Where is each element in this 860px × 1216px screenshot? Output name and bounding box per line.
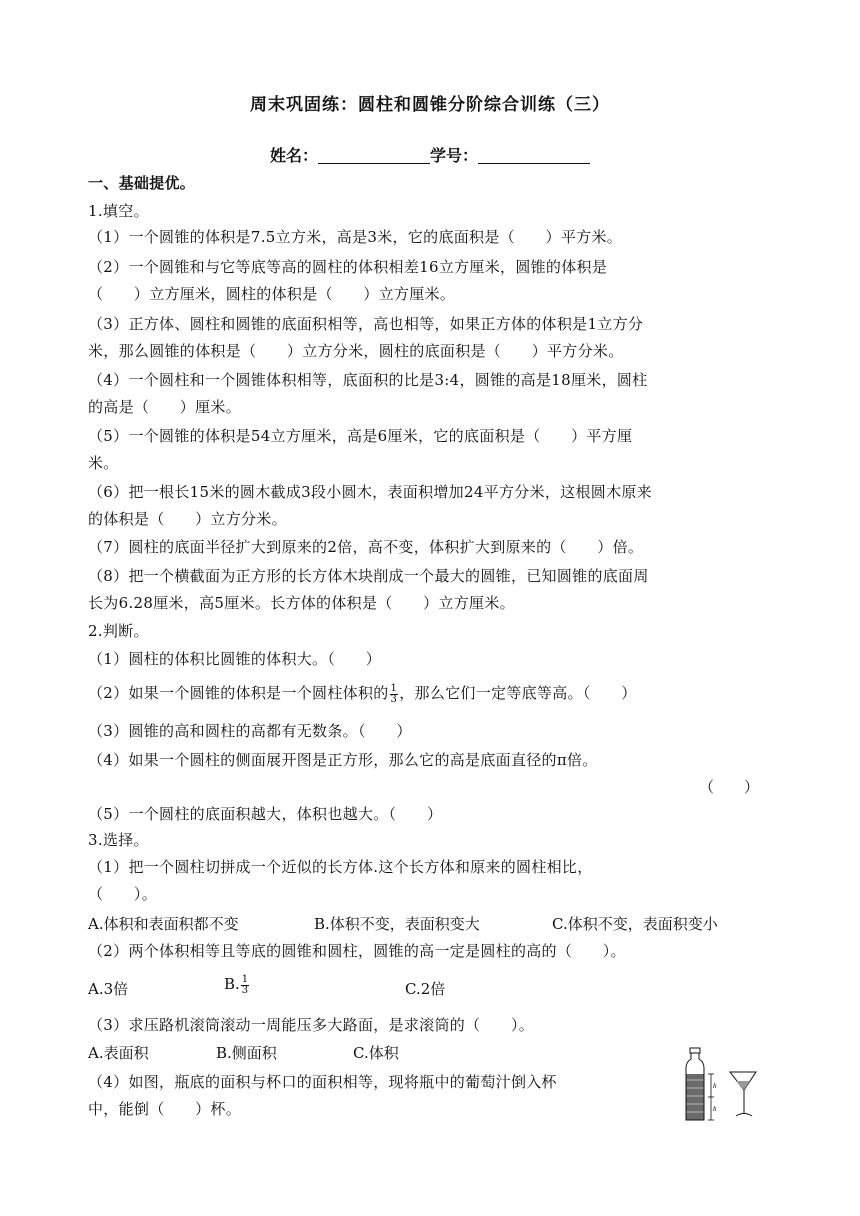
choice-1-option-c[interactable]: C.体积不变，表面积变小 (552, 915, 718, 933)
dimension-marker (708, 1074, 717, 1120)
name-label: 姓名： (269, 146, 318, 165)
fill-2b: （ ）立方厘米，圆柱的体积是（ ）立方厘米。 (88, 285, 456, 303)
judge-1: （1）圆柱的体积比圆锥的体积大。（ ） (88, 650, 382, 668)
name-blank[interactable] (318, 147, 430, 164)
choice-1-option-a[interactable]: A.体积和表面积都不变 (88, 915, 239, 933)
choice-2-option-a[interactable]: A.3倍 (88, 980, 129, 998)
choice-1-option-b[interactable]: B.体积不变，表面积变大 (314, 915, 480, 933)
fill-3b: 米，那么圆锥的体积是（ ）立方分米，圆柱的底面积是（ ）平方分米。 (88, 342, 624, 360)
fraction (390, 684, 399, 705)
choice-2-option-c[interactable]: C.2倍 (405, 980, 446, 998)
section-heading: 一、基础提优。 (88, 174, 196, 192)
judge-4: （4）如果一个圆柱的侧面展开图是正方形，那么它的高是底面直径的π倍。 (88, 751, 598, 769)
bottle-icon (686, 1048, 704, 1120)
fill-3a: （3）正方体、圆柱和圆锥的底面积相等，高也相等，如果正方体的体积是1立方分 (88, 315, 644, 333)
question-2-heading: 2.判断。 (88, 622, 149, 640)
judge-3: （3）圆锥的高和圆柱的高都有无数条。（ ） (88, 722, 412, 740)
number-blank[interactable] (478, 147, 590, 164)
question-3-heading: 3.选择。 (88, 831, 149, 849)
page-title: 周末巩固练：圆柱和圆锥分阶综合训练（三） (250, 95, 610, 115)
fill-8b: 长为6.28厘米，高5厘米。长方体的体积是（ ）立方厘米。 (88, 594, 515, 612)
fill-2a: （2）一个圆锥和与它等底等高的圆柱的体积相差16立方厘米，圆锥的体积是 (88, 258, 608, 276)
fraction-numerator: 1 (241, 973, 249, 985)
choice-3-option-a[interactable]: A.表面积 (88, 1044, 149, 1062)
name-number-row (0, 143, 860, 166)
fill-1: （1）一个圆锥的体积是7.5立方米，高是3米，它的底面积是（ ）平方米。 (88, 228, 623, 246)
bottle-and-glass-figure (684, 1046, 764, 1124)
judge-2-text-b: ，那么它们一定等底等高。（ ） (399, 684, 637, 702)
fill-4a: （4）一个圆柱和一个圆锥体积相等，底面积的比是3:4，圆锥的高是18厘米，圆柱 (88, 371, 648, 389)
choice-4-line2: 中，能倒（ ）杯。 (88, 1100, 242, 1118)
judge-5: （5）一个圆柱的底面积越大，体积也越大。（ ） (88, 805, 443, 823)
fill-7: （7）圆柱的底面半径扩大到原来的2倍，高不变，体积扩大到原来的（ ）倍。 (88, 538, 644, 556)
choice-4-line1: （4）如图，瓶底的面积与杯口的面积相等，现将瓶中的葡萄汁倒入杯 (88, 1073, 557, 1091)
fraction-denominator: 3 (390, 693, 398, 705)
number-label: 学号： (430, 146, 479, 165)
height-label-upper: h (713, 1082, 717, 1090)
fill-4b: 的高是（ ）厘米。 (88, 398, 242, 416)
fraction (241, 975, 249, 996)
judge-2 (88, 683, 778, 705)
fill-6b: 的体积是（ ）立方分米。 (88, 510, 287, 528)
choice-1-line2: （ ）。 (88, 885, 158, 903)
choice-2-option-b[interactable] (224, 974, 250, 996)
fill-6a: （6）把一根长15米的圆木截成3段小圆木，表面积增加24平方分米，这根圆木原来 (88, 483, 652, 501)
fill-8a: （8）把一个横截面为正方形的长方体木块削成一个最大的圆锥，已知圆锥的底面周 (88, 567, 649, 585)
fraction-denominator: 3 (241, 984, 249, 996)
choice-3-option-b[interactable]: B.侧面积 (216, 1044, 277, 1062)
glass-icon (730, 1072, 756, 1116)
fill-5b: 米。 (88, 454, 119, 472)
height-label-lower: h (713, 1105, 717, 1113)
choice-2: （2）两个体积相等且等底的圆锥和圆柱，圆锥的高一定是圆柱的高的（ ）。 (88, 942, 626, 960)
choice-3: （3）求压路机滚筒滚动一周能压多大路面，是求滚筒的（ ）。 (88, 1016, 535, 1034)
fill-5a: （5）一个圆锥的体积是54立方厘米，高是6厘米，它的底面积是（ ）平方厘 (88, 427, 633, 445)
judge-4-paren: （ ） (699, 778, 760, 796)
fraction-numerator: 1 (390, 682, 398, 694)
judge-2-text-a: （2）如果一个圆锥的体积是一个圆柱体积的 (88, 684, 389, 702)
choice-2-option-b-prefix: B. (224, 975, 240, 993)
choice-1-line1: （1）把一个圆柱切拼成一个近似的长方体.这个长方体和原来的圆柱相比， (88, 858, 593, 876)
question-1-heading: 1.填空。 (88, 202, 149, 220)
choice-3-option-c[interactable]: C.体积 (353, 1044, 399, 1062)
